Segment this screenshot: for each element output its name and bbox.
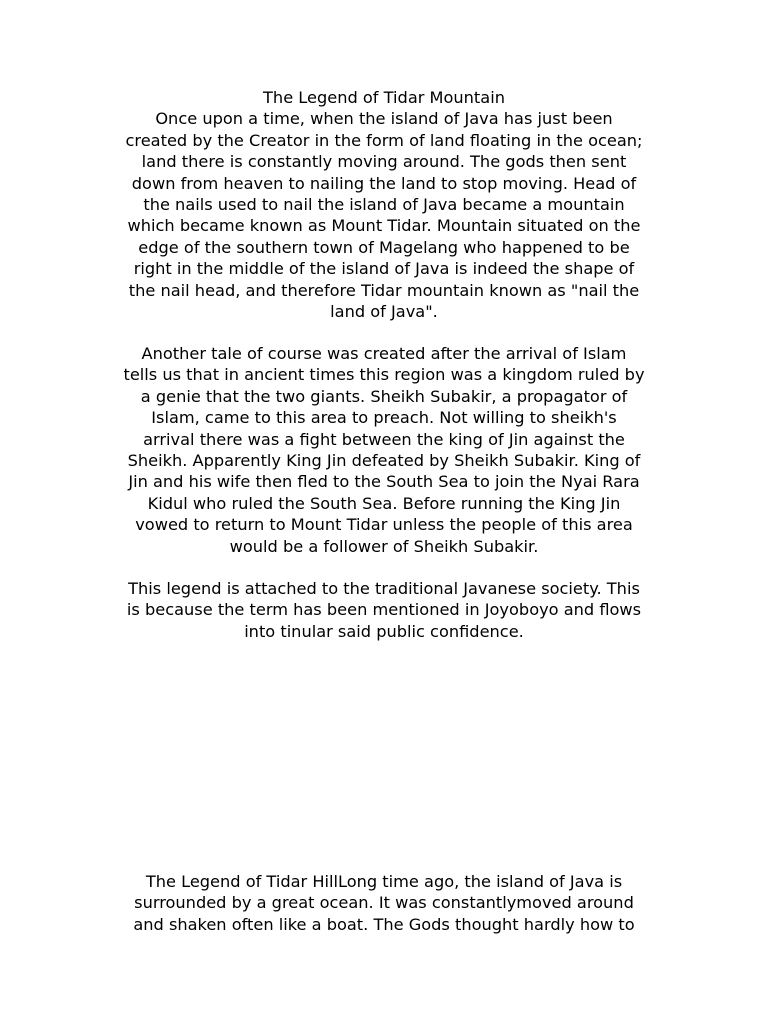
- paragraph-line: Islam, came to this area to preach. Not willing to sheikh's: [151, 408, 617, 428]
- document-title: The Legend of Tidar Mountain: [263, 88, 505, 107]
- legend-mountain-section: [88, 87, 680, 322]
- paragraph-line: a genie that the two giants. Sheikh Subakir, a propagator of: [140, 386, 628, 406]
- paragraph-line: into tinular said public confidence.: [244, 621, 524, 641]
- paragraph-line: Jin and his wife then fled to the South Sea to join the Nyai Rara: [128, 472, 640, 492]
- paragraph-line: the nails used to nail the island of Java became a mountain: [143, 195, 625, 215]
- paragraph-line: is because the term has been mentioned in Joyoboyo and flows: [126, 600, 642, 620]
- paragraph-line: and shaken often like a boat. The Gods thought hardly how to: [133, 914, 635, 934]
- paragraph-line: created by the Creator in the form of land floating in the ocean;: [125, 130, 643, 150]
- paragraph-line: the nail head, and therefore Tidar mountain known as "nail the: [128, 280, 640, 300]
- paragraph-line: would be a follower of Sheikh Subakir.: [229, 536, 539, 556]
- paragraph-line: land there is constantly moving around. The gods then sent: [141, 152, 627, 172]
- tidar-hill-paragraph: [88, 871, 680, 935]
- paragraph-line: down from heaven to nailing the land to stop moving. Head of: [131, 173, 637, 193]
- paragraph-line: which became known as Mount Tidar. Mountain situated on the: [127, 216, 641, 236]
- paragraph-line: tells us that in ancient times this region was a kingdom ruled by: [123, 365, 645, 385]
- paragraph-line: This legend is attached to the traditional Javanese society. This: [128, 579, 640, 598]
- paragraph-line: Once upon a time, when the island of Java has just been: [155, 109, 613, 129]
- paragraph-line: Kidul who ruled the South Sea. Before running the King Jin: [147, 493, 621, 513]
- paragraph-line: surrounded by a great ocean. It was constantlymoved around: [134, 893, 634, 913]
- javanese-society-paragraph: [88, 578, 680, 642]
- paragraph-line: arrival there was a fight between the king of Jin against the: [143, 429, 625, 449]
- paragraph-line: The Legend of Tidar HillLong time ago, the island of Java is: [145, 872, 623, 891]
- islam-tale-paragraph: [88, 343, 680, 557]
- paragraph-line: Sheikh. Apparently King Jin defeated by Sheikh Subakir. King of: [127, 451, 641, 471]
- paragraph-line: Another tale of course was created after the arrival of Islam: [141, 344, 627, 363]
- paragraph-line: land of Java".: [330, 302, 438, 322]
- paragraph-line: vowed to return to Mount Tidar unless the people of this area: [135, 515, 633, 535]
- paragraph-line: edge of the southern town of Magelang who happened to be: [138, 237, 630, 257]
- paragraph-line: right in the middle of the island of Java is indeed the shape of: [133, 259, 635, 279]
